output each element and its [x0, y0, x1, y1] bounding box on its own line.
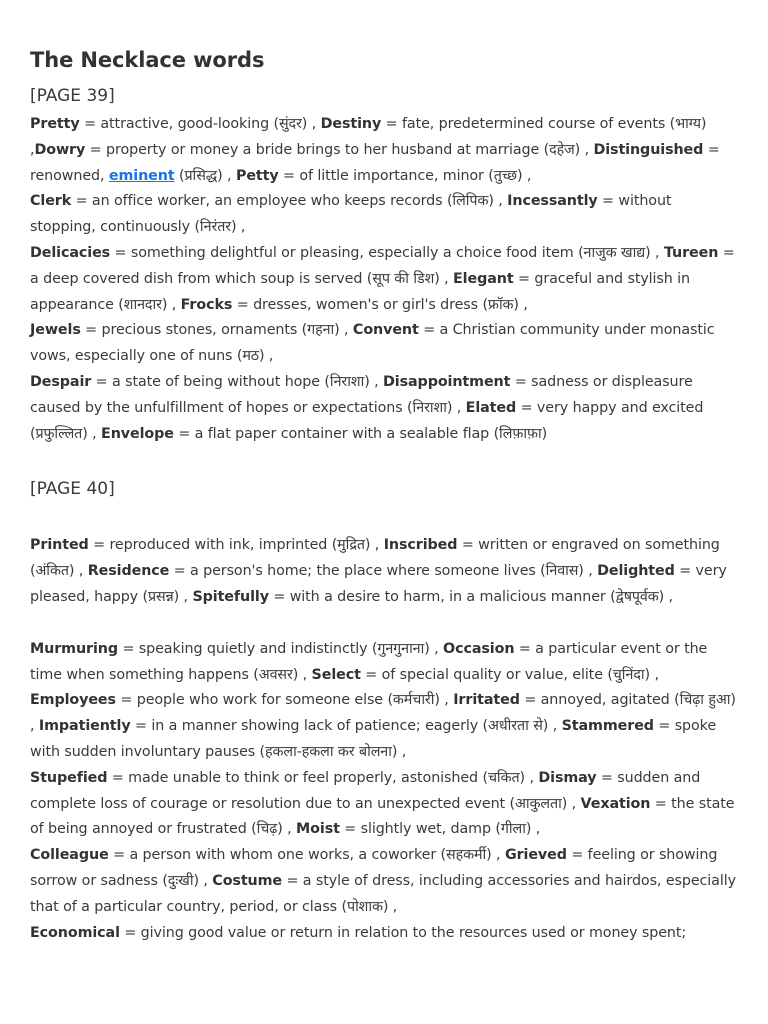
- definition-grieved: = feeling or showing sorrow or sadness (दुःखी) ,: [30, 847, 718, 889]
- paragraph-despair: [30, 370, 738, 447]
- paragraph-printed: [30, 533, 738, 610]
- definition-murmuring: = speaking quietly and indistinctly (गुनगुनाना) ,: [118, 640, 444, 657]
- term-printed: Printed: [30, 537, 89, 554]
- term-stammered: Stammered: [561, 718, 654, 735]
- definition-envelope: = a flat paper container with a sealable flap (लिफ़ाफ़ा): [173, 425, 548, 442]
- paragraph-pretty-petty: [30, 112, 738, 189]
- definition-tureen: = a deep covered dish from which soup is served (सूप की डिश) ,: [30, 244, 735, 287]
- term-clerk: Clerk: [30, 193, 72, 210]
- term-inscribed: Inscribed: [383, 537, 458, 554]
- definition-residence: = a person's home; the place where someone lives (निवास) ,: [169, 563, 598, 580]
- definition-disappointment: = sadness or displeasure caused by the unfulfillment of hopes or expectations (निराशा) ,: [30, 373, 693, 416]
- definition-pretty: = attractive, good-looking (सुंदर) ,: [79, 116, 321, 132]
- term-employees: Employees: [30, 692, 116, 709]
- term-elated: Elated: [465, 399, 517, 416]
- term-spitefully: Spitefully: [192, 588, 269, 605]
- definition-employees: = people who work for someone else (कर्मचारी) ,: [115, 692, 454, 709]
- definition-delighted: = very pleased, happy (प्रसन्न) ,: [30, 563, 727, 605]
- definition-despair: = a state of being without hope (निराशा) ,: [91, 373, 384, 390]
- definition-occasion: = a particular event or the time when something happens (अवसर) ,: [30, 640, 708, 683]
- definition-elegant: = graceful and stylish in appearance (शानदार) ,: [30, 270, 691, 313]
- definition-destiny: = fate, predetermined course of events (भाग्य) ,: [30, 116, 707, 158]
- term-stupefied: Stupefied: [30, 769, 108, 786]
- definition-moist: = slightly wet, damp (गीला) ,: [339, 821, 541, 838]
- term-murmuring: Murmuring: [30, 640, 118, 657]
- definition-eminent-gloss: (प्रसिद्ध) ,: [174, 167, 236, 184]
- term-occasion: Occasion: [443, 640, 515, 657]
- definition-clerk: = an office worker, an employee who keeps records (लिपिक) ,: [71, 193, 508, 210]
- term-destiny: Destiny: [320, 116, 382, 132]
- term-residence: Residence: [87, 563, 170, 580]
- definition-vexation: = the state of being annoyed or frustrated (चिढ़) ,: [30, 795, 735, 838]
- term-frocks: Frocks: [180, 296, 233, 313]
- definition-stammered: = spoke with sudden involuntary pauses (हकला-हकला कर बोलना) ,: [30, 718, 717, 760]
- definition-dismay: = sudden and complete loss of courage or resolution due to an unexpected event (आकुलता) ,: [30, 769, 701, 812]
- term-irritated: Irritated: [453, 692, 520, 709]
- definition-impatiently: = in a manner showing lack of patience; eagerly (अधीरता से) ,: [130, 718, 562, 735]
- definition-distinguished: = renowned,: [30, 141, 720, 184]
- term-jewels: Jewels: [30, 322, 81, 339]
- page-40-heading: [PAGE 40]: [30, 479, 115, 500]
- page-39-heading: [PAGE 39]: [30, 86, 115, 106]
- term-vexation: Vexation: [580, 795, 651, 812]
- definition-delicacies: = something delightful or pleasing, especially a choice food item (नाजुक खाद्य) ,: [110, 244, 664, 261]
- definition-convent: = a Christian community under monastic vows, especially one of nuns (मठ) ,: [30, 322, 715, 365]
- term-delicacies: Delicacies: [30, 244, 111, 261]
- term-distinguished: Distinguished: [593, 141, 704, 158]
- paragraph-jewels: [30, 318, 738, 370]
- paragraph-economical: [30, 921, 738, 947]
- paragraph-spacer: [30, 611, 738, 637]
- term-select: Select: [311, 666, 361, 683]
- term-dowry: Dowry: [34, 141, 86, 158]
- paragraph-murmuring: [30, 637, 738, 689]
- term-envelope: Envelope: [101, 425, 174, 442]
- term-costume: Costume: [212, 872, 283, 889]
- paragraph-colleague: [30, 843, 738, 920]
- term-petty: Petty: [235, 167, 279, 184]
- term-incessantly: Incessantly: [507, 193, 598, 210]
- term-impatiently: Impatiently: [38, 718, 131, 735]
- term-convent: Convent: [352, 322, 419, 339]
- term-economical: Economical: [30, 924, 120, 941]
- definition-elated: = very happy and excited (प्रफुल्लित) ,: [30, 399, 704, 442]
- term-tureen: Tureen: [663, 244, 719, 261]
- definition-stupefied: = made unable to think or feel properly, astonished (चकित) ,: [107, 769, 539, 786]
- paragraph-stupefied: [30, 766, 738, 843]
- term-despair: Despair: [30, 373, 92, 390]
- definition-costume: = a style of dress, including accessories and hairdos, especially that of a particular country, period, or class (पोशाक) ,: [30, 872, 736, 915]
- paragraph-clerk: [30, 189, 738, 241]
- term-delighted: Delighted: [597, 563, 675, 580]
- term-grieved: Grieved: [504, 847, 567, 864]
- definition-inscribed: = written or engraved on something (अंकित) ,: [30, 537, 720, 580]
- term-disappointment: Disappointment: [383, 373, 511, 390]
- term-moist: Moist: [296, 821, 340, 838]
- eminent-link[interactable]: eminent: [108, 167, 175, 184]
- paragraph-employees: [30, 688, 738, 765]
- term-pretty: Pretty: [30, 116, 80, 132]
- term-colleague: Colleague: [30, 847, 109, 864]
- term-elegant: Elegant: [453, 270, 514, 287]
- definition-dowry: = property or money a bride brings to her husband at marriage (दहेज) ,: [85, 141, 594, 158]
- definition-frocks: = dresses, women's or girl's dress (फ्रॉक) ,: [232, 296, 528, 313]
- definition-select: = of special quality or value, elite (चुनिंदा) ,: [360, 666, 659, 683]
- definition-incessantly: = without stopping, continuously (निरंतर) ,: [30, 193, 672, 236]
- definition-economical: = giving good value or return in relation to the resources used or money spent;: [119, 924, 687, 941]
- definition-printed: = reproduced with ink, imprinted (मुद्रित) ,: [88, 537, 384, 554]
- document-title: The Necklace words: [30, 48, 265, 72]
- definition-colleague: = a person with whom one works, a coworker (सहकर्मी) ,: [108, 847, 505, 864]
- term-dismay: Dismay: [538, 769, 597, 786]
- definition-jewels: = precious stones, ornaments (गहना) ,: [80, 322, 353, 339]
- definition-irritated: = annoyed, agitated (चिढ़ा हुआ) ,: [30, 692, 736, 735]
- paragraph-delicacies: [30, 241, 738, 318]
- definition-petty: = of little importance, minor (तुच्छ) ,: [278, 167, 532, 184]
- definition-spitefully: = with a desire to harm, in a malicious manner (द्वेषपूर्वक) ,: [268, 588, 673, 605]
